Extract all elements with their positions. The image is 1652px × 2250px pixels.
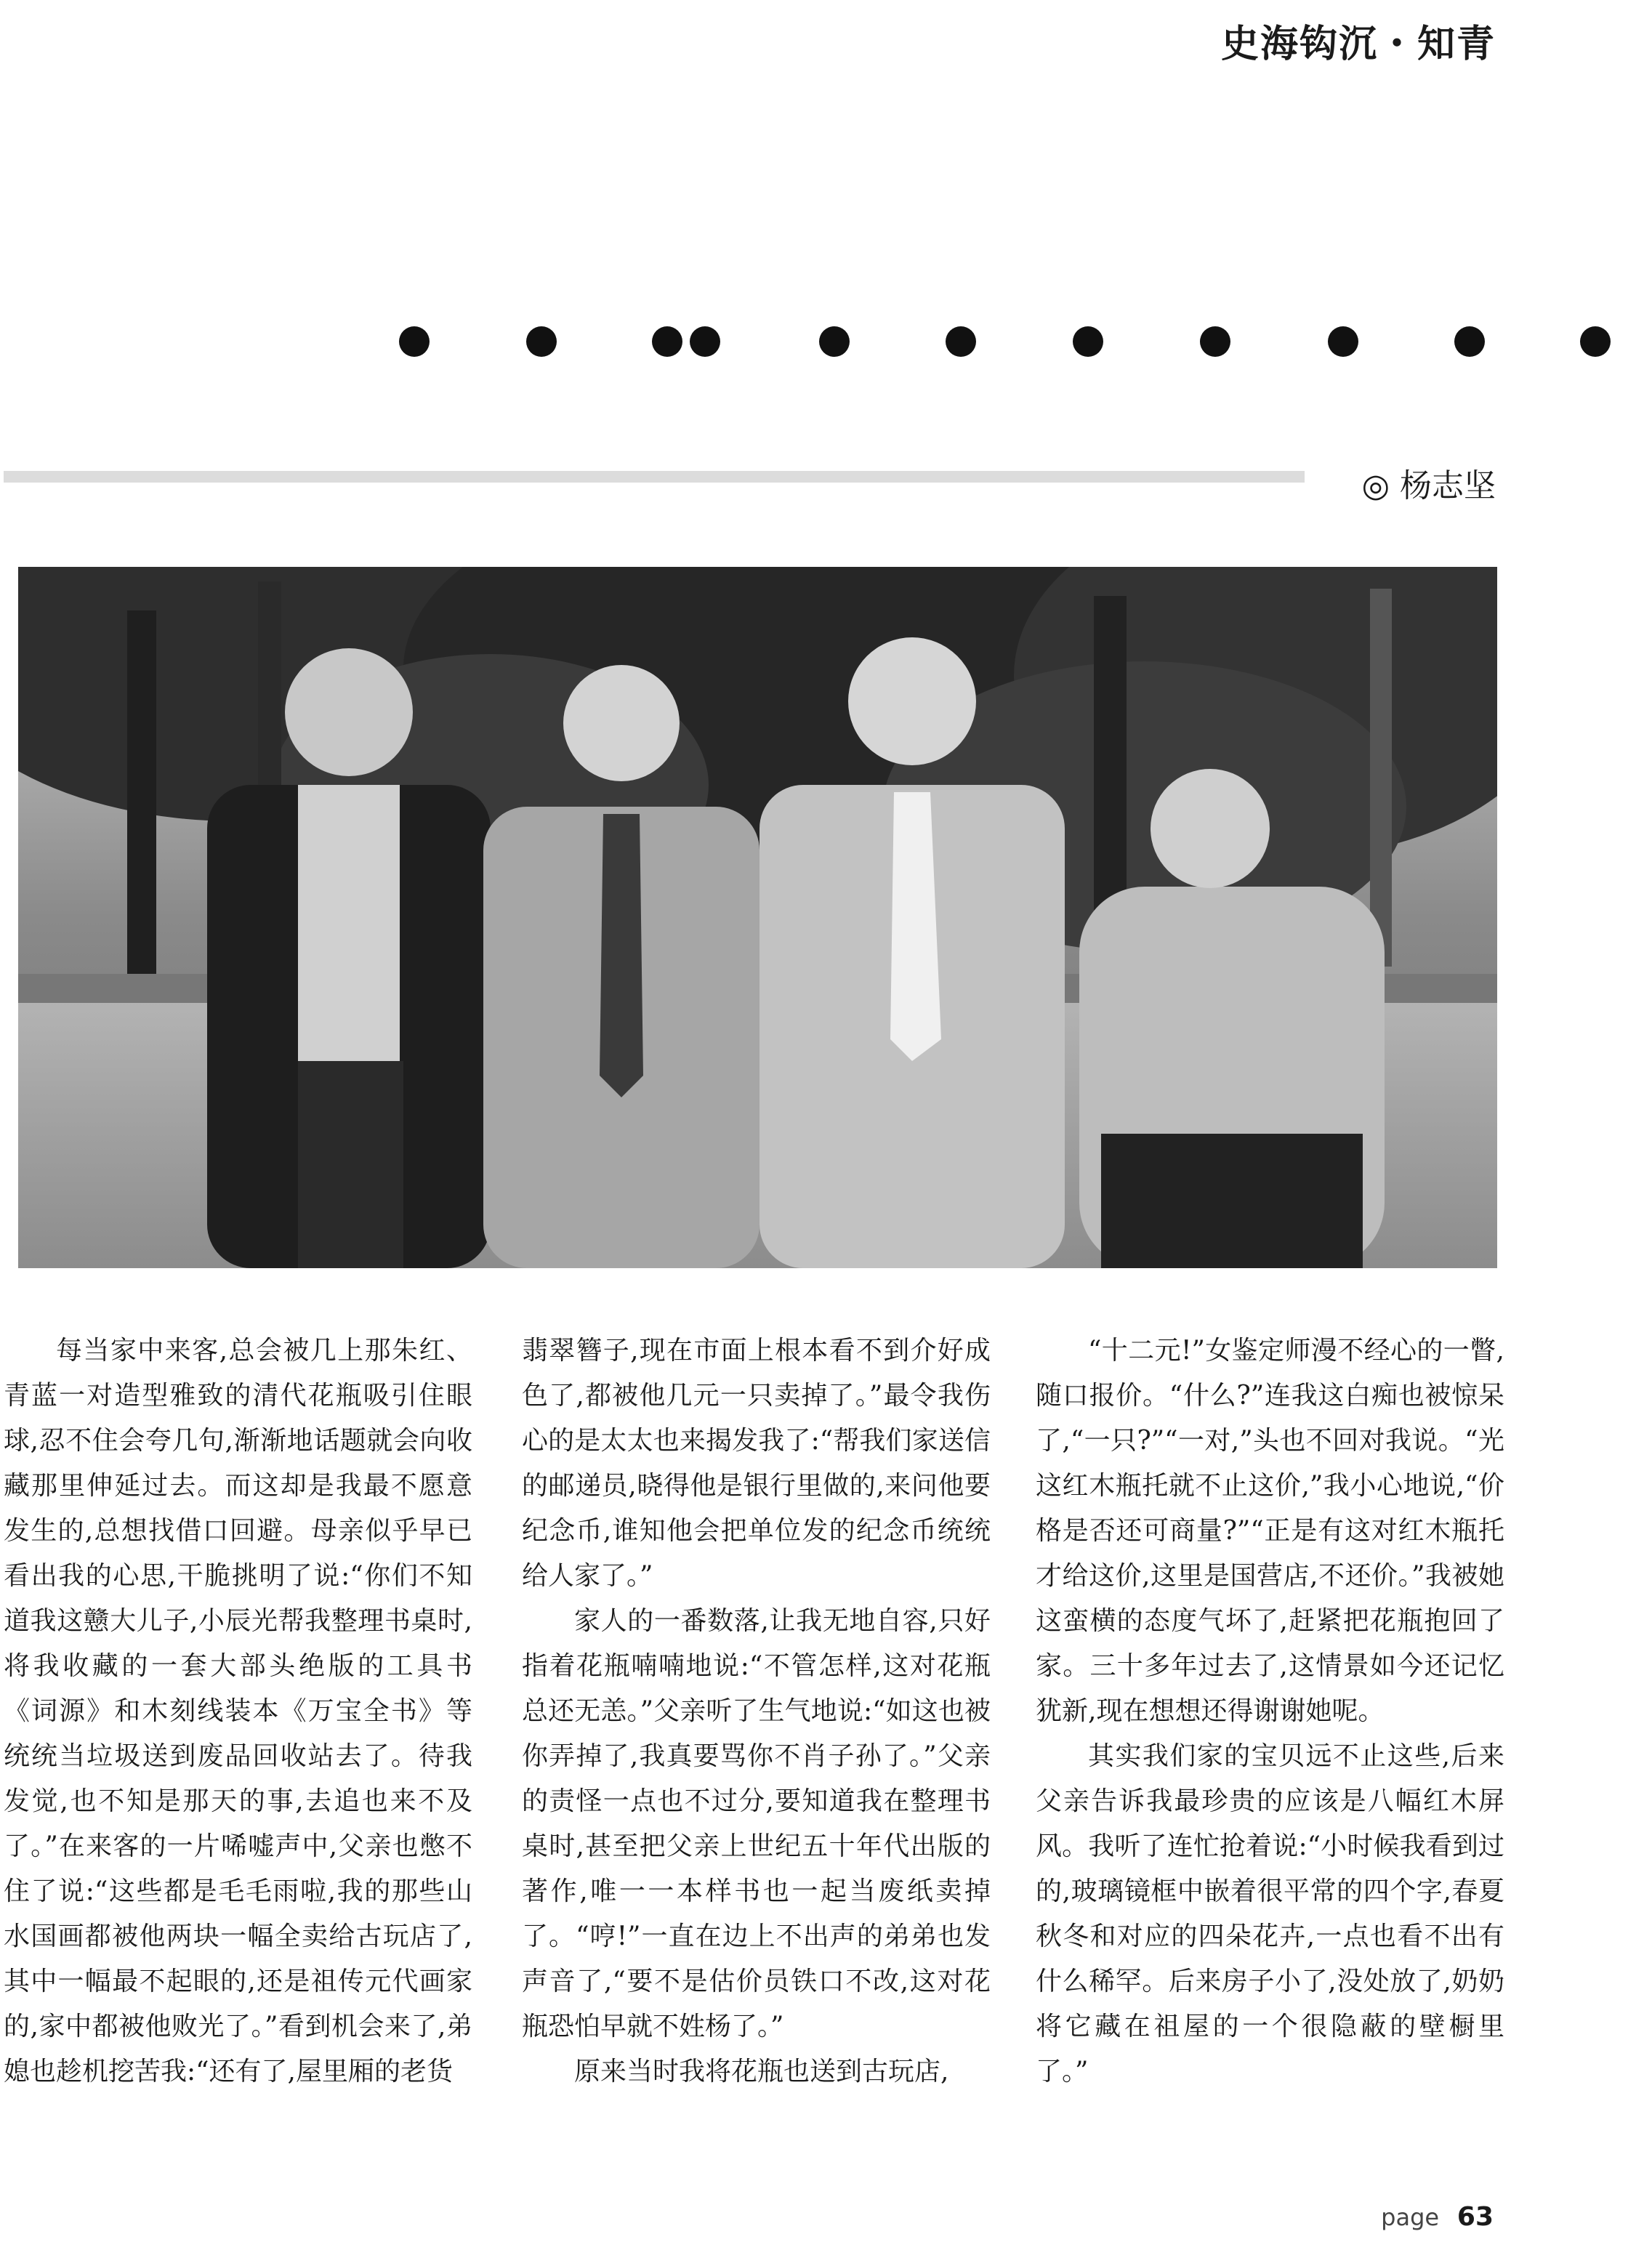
- dot: [946, 326, 976, 357]
- paragraph: 原来当时我将花瓶也送到古玩店,: [574, 2057, 949, 2086]
- dot: [1454, 326, 1485, 357]
- article-column-2: [522, 1328, 991, 2094]
- paragraph: 家人的一番数落,让我无地自容,只好指着花瓶喃喃地说:“不管怎样,这对花瓶总还无恙。”父亲听了生气地说:“如这也被你弄掉了,我真要骂你不肖子孙了。”父亲的责怪一点也不过分,要知道我在整理书桌时,甚至把父亲上世纪五十年代出版的著作,唯一一本样书也一起当废纸卖掉了。“哼!”一直在边上不出声的弟弟也发声音了,“要不是估价员铁口不改,这对花瓶恐怕早就不姓杨了。”: [522, 1606, 991, 2041]
- dot: [1200, 326, 1230, 357]
- section-header: 史海钩沉・知青: [1220, 22, 1496, 66]
- group-photo: [18, 567, 1497, 1268]
- author-name: 杨志坚: [1400, 467, 1496, 504]
- byline-symbol: ◎: [1361, 467, 1390, 504]
- title-rule: [4, 471, 1305, 483]
- photo-illustration: [18, 567, 1497, 1268]
- paragraph: 翡翠簪子,现在市面上根本看不到介好成色了,都被他几元一只卖掉了。”最令我伤心的是太太也来揭发我了:“帮我们家送信的邮递员,晓得他是银行里做的,来问他要纪念币,谁知他会把单位发的纪念币统统给人家了。”: [522, 1336, 991, 1591]
- paragraph: 每当家中来客,总会被几上那朱红、青蓝一对造型雅致的清代花瓶吸引住眼球,忍不住会夸几句,渐渐地话题就会向收藏那里伸延过去。而这却是我最不愿意发生的,总想找借口回避。母亲似乎早已看出我的心思,干脆挑明了说:“你们不知道我这戆大儿子,小辰光帮我整理书桌时,将我收藏的一套大部头绝版的工具书《词源》和木刻线装本《万宝全书》等统统当垃圾送到废品回收站去了。待我发觉,也不知是那天的事,去追也来不及了。”在来客的一片唏嘘声中,父亲也憋不住了说:“这些都是毛毛雨啦,我的那些山水国画都被他两块一幅全卖给古玩店了,其中一幅最不起眼的,还是祖传元代画家的,家中都被他败光了。”看到机会来了,弟媳也趁机挖苦我:“还有了,屋里厢的老货: [4, 1336, 472, 2086]
- decorative-dot-row: [0, 320, 1652, 363]
- byline: [1362, 459, 1496, 506]
- page-label: page: [1381, 2203, 1440, 2231]
- dot: [1328, 326, 1358, 357]
- dot: [1073, 326, 1103, 357]
- dot: [819, 326, 850, 357]
- page-number: [1381, 2202, 1494, 2232]
- dot: [526, 326, 557, 357]
- dot: [690, 326, 720, 357]
- dot: [652, 326, 682, 357]
- article-column-3: [1036, 1328, 1504, 2094]
- dot: [399, 326, 430, 357]
- page-number-value: 63: [1456, 2202, 1494, 2232]
- article-column-1: [4, 1328, 472, 2094]
- dot: [1580, 326, 1611, 357]
- paragraph: “十二元!”女鉴定师漫不经心的一瞥,随口报价。“什么?”连我这白痴也被惊呆了,“一只?”“一对,”头也不回对我说。“光这红木瓶托就不止这价,”我小心地说,“价格是否还可商量?”“正是有这对红木瓶托才给这价,这里是国营店,不还价。”我被她这蛮横的态度气坏了,赶紧把花瓶抱回了家。三十多年过去了,这情景如今还记忆犹新,现在想想还得谢谢她呢。: [1036, 1336, 1504, 1726]
- paragraph: 其实我们家的宝贝远不止这些,后来父亲告诉我最珍贵的应该是八幅红木屏风。我听了连忙抢着说:“小时候我看到过的,玻璃镜框中嵌着很平常的四个字,春夏秋冬和对应的四朵花卉,一点也看不出有什么稀罕。后来房子小了,没处放了,奶奶将它藏在祖屋的一个很隐蔽的壁橱里了。”: [1036, 1741, 1504, 2086]
